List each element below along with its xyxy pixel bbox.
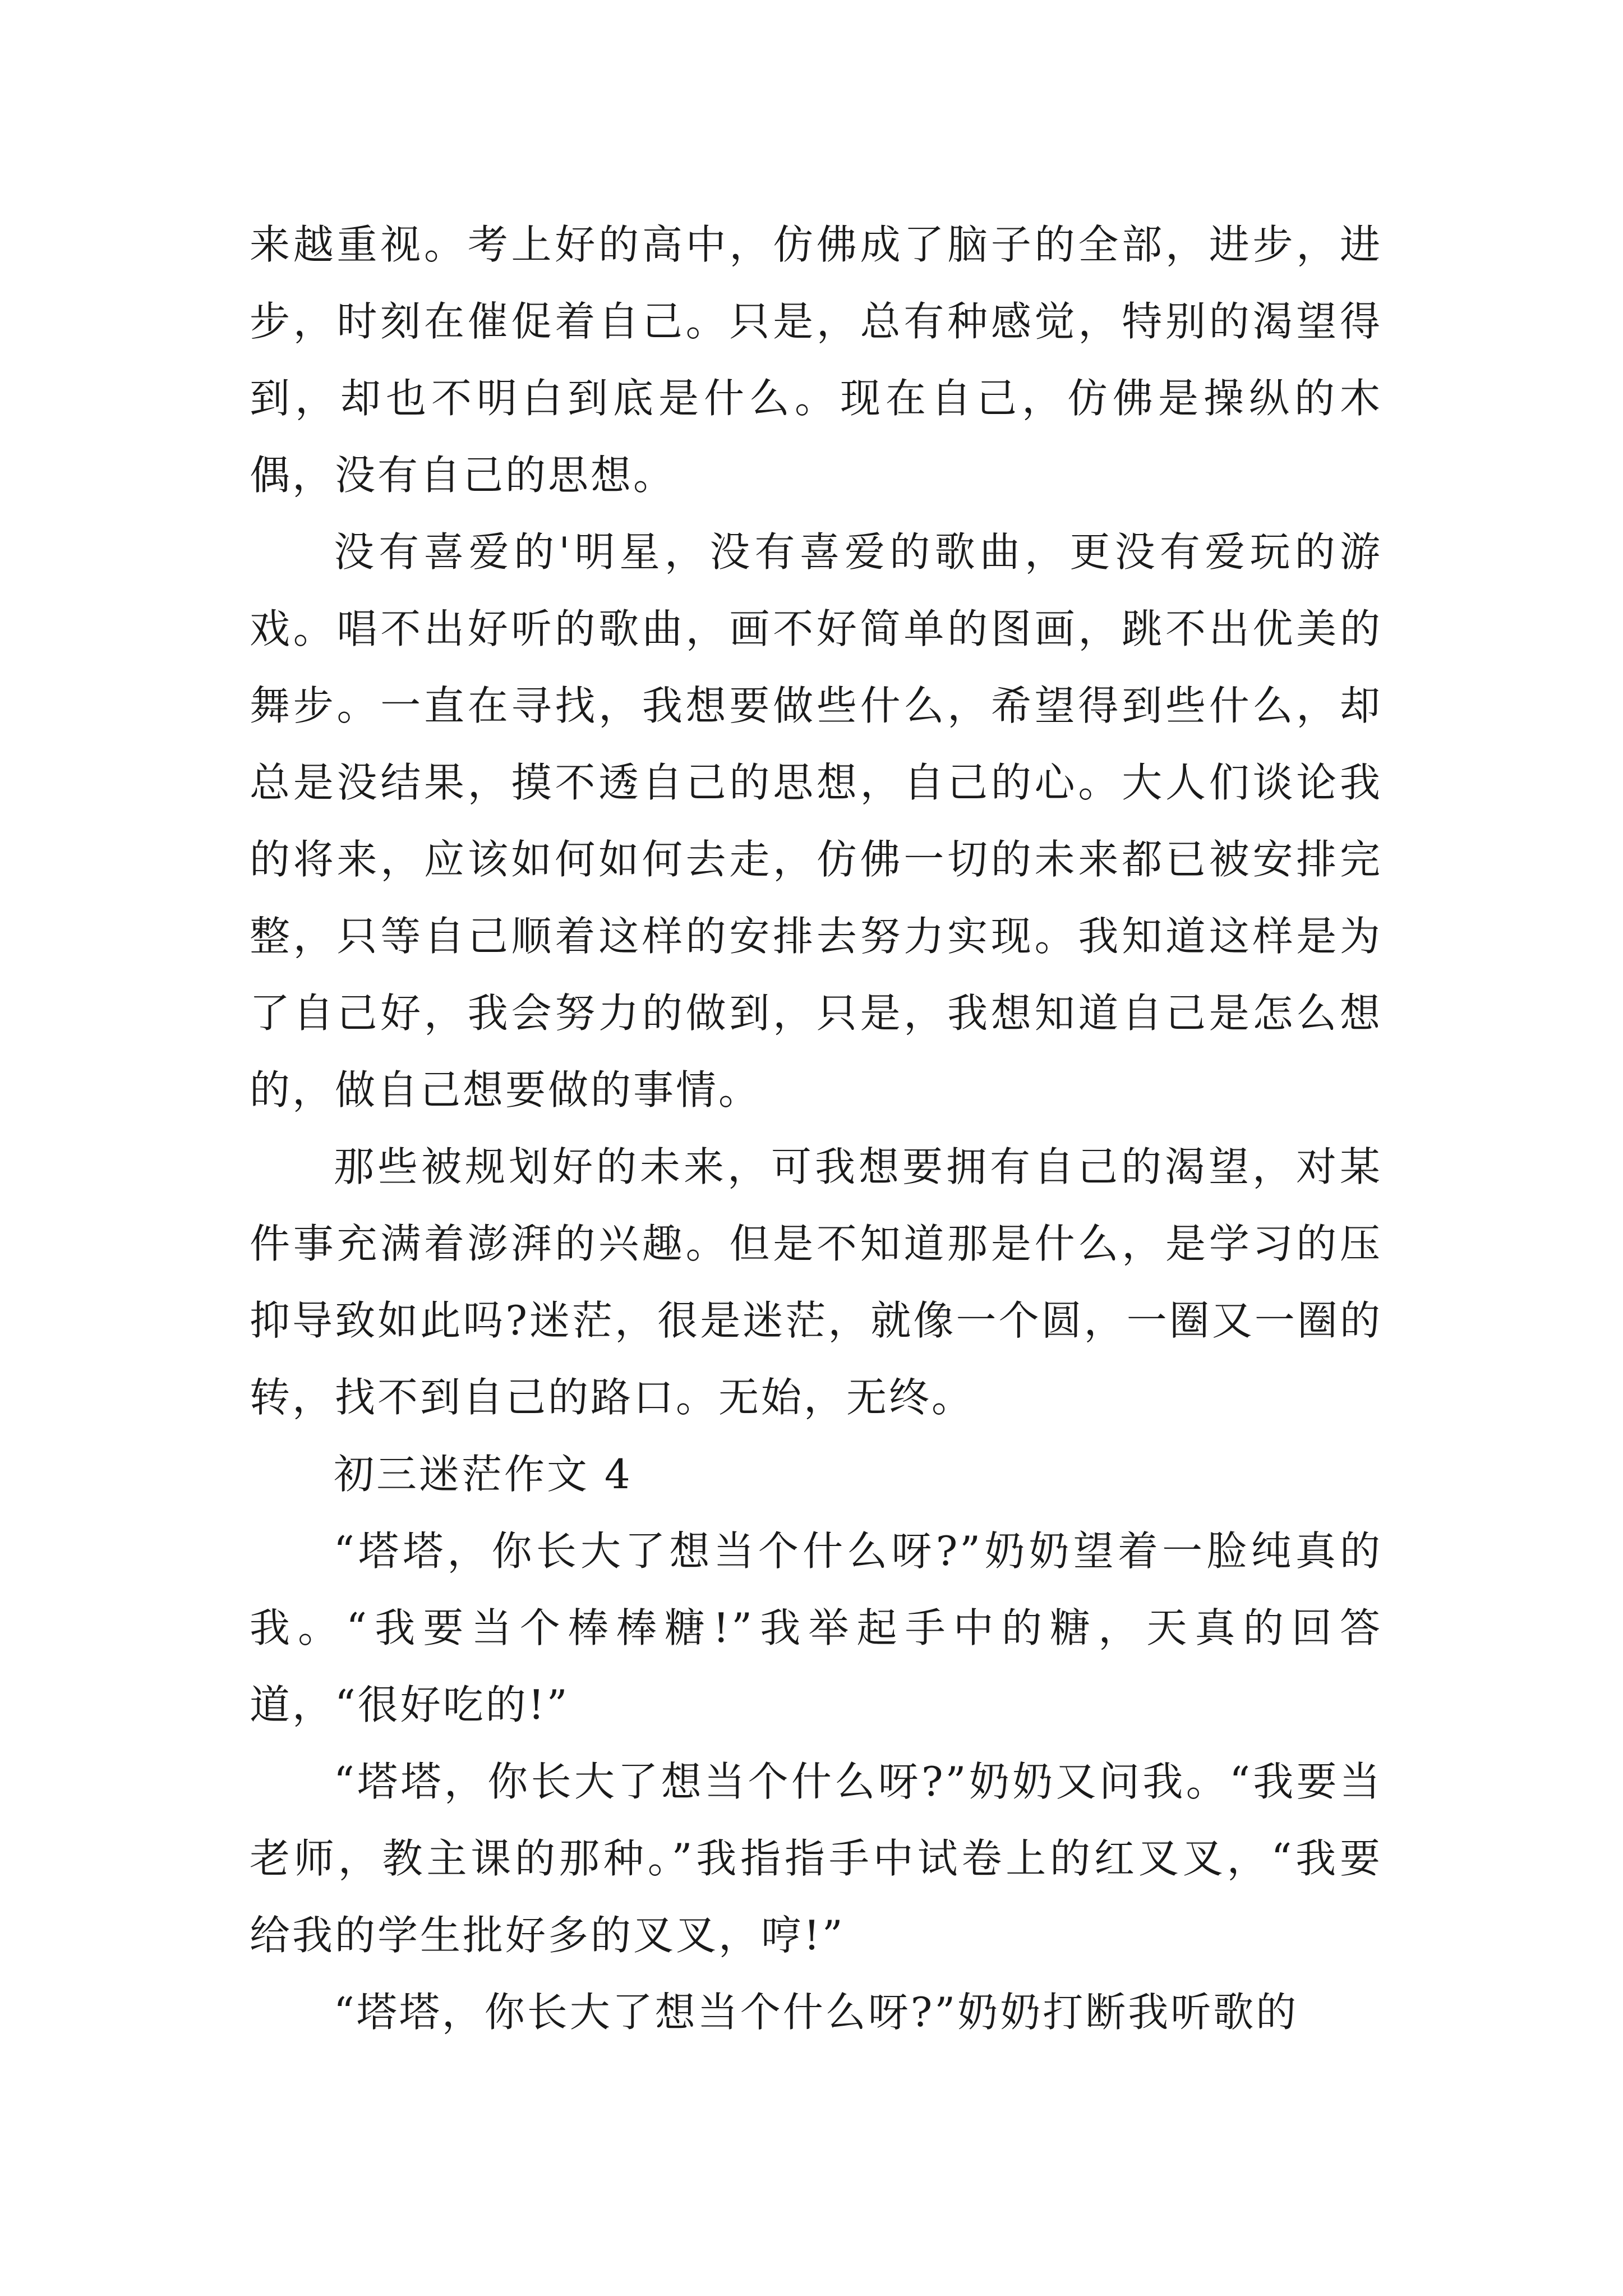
paragraph-3: 那些被规划好的未来，可我想要拥有自己的渴望，对某件事充满着澎湃的兴趣。但是不知道那是什么，是学习的压抑导致如此吗?迷茫，很是迷茫，就像一个圆，一圈又一圈的转，找不到自己的路口。无始，无终。	[250, 1143, 1382, 1421]
paragraph-4: “塔塔，你长大了想当个什么呀?”奶奶望着一脸纯真的我。“我要当个棒棒糖!”我举起手中的糖，天真的回答道，“很好吃的!”	[250, 1527, 1382, 1728]
section-title: 初三迷茫作文 4	[334, 1451, 633, 1498]
paragraph-6: “塔塔，你长大了想当个什么呀?”奶奶打断我听歌的	[334, 1989, 1299, 2036]
paragraph-5: “塔塔，你长大了想当个什么呀?”奶奶又问我。“我要当老师，教主课的那种。”我指指手中试卷上的红叉叉，“我要给我的学生批好多的叉叉，哼!”	[250, 1758, 1382, 1959]
paragraph-1: 来越重视。考上好的高中，仿佛成了脑子的全部，进步，进步，时刻在催促着自己。只是，总有种感觉，特别的渴望得到，却也不明白到底是什么。现在自己，仿佛是操纵的木偶，没有自己的思想。	[250, 221, 1382, 499]
paragraph-2: 没有喜爱的'明星，没有喜爱的歌曲，更没有爱玩的游戏。唱不出好听的歌曲，画不好简单的图画，跳不出优美的舞步。一直在寻找，我想要做些什么，希望得到些什么，却总是没结果，摸不透自己的思想，自己的心。大人们谈论我的将来，应该如何如何去走，仿佛一切的未来都已被安排完整，只等自己顺着这样的安排去努力实现。我知道这样是为了自己好，我会努力的做到，只是，我想知道自己是怎么想的，做自己想要做的事情。	[250, 528, 1382, 1114]
essay-body	[250, 206, 1382, 2051]
